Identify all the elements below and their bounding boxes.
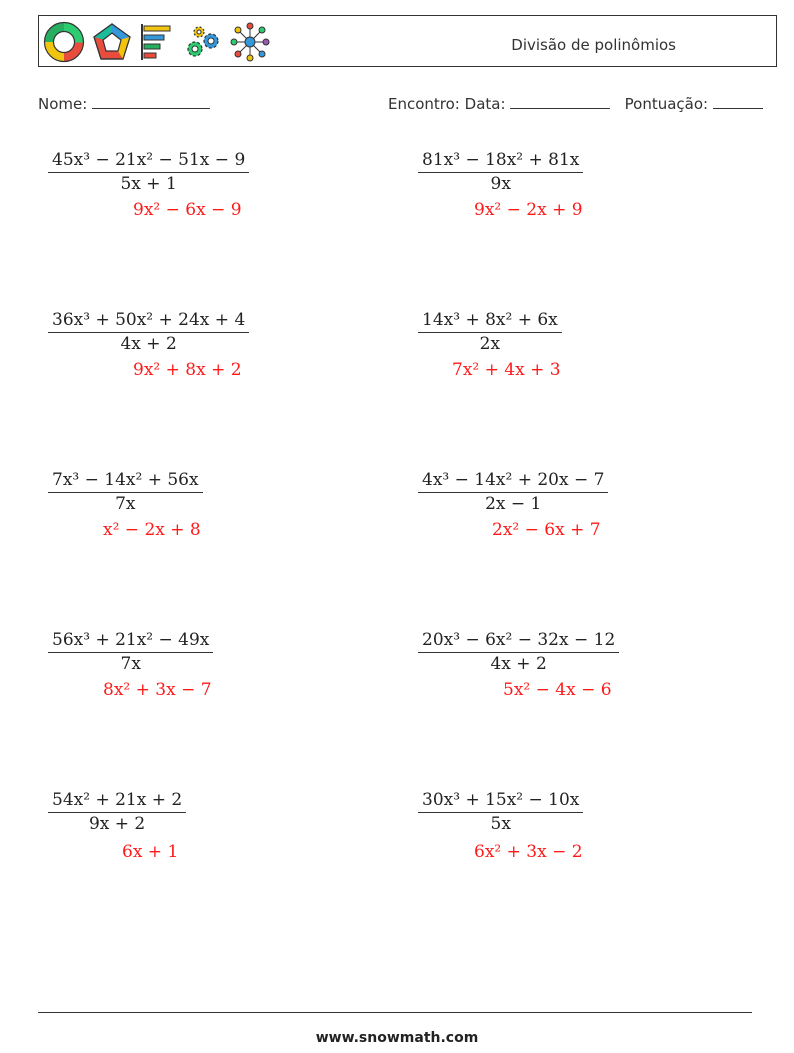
answer: 6x² + 3x − 2	[474, 842, 583, 862]
meeting-label: Encontro:	[388, 95, 460, 113]
denominator: 7x	[115, 494, 136, 514]
answer: 8x² + 3x − 7	[103, 680, 212, 700]
footer-url: www.snowmath.com	[315, 1030, 479, 1046]
fraction	[418, 470, 608, 514]
bar-chart-icon	[139, 21, 175, 63]
numerator: 54x² + 21x + 2	[48, 790, 186, 813]
problem-4	[418, 310, 562, 354]
meeting-field	[388, 94, 763, 113]
denominator: 2x	[479, 334, 501, 354]
score-label: Pontuação:	[624, 95, 709, 113]
name-blank	[92, 94, 210, 109]
fraction	[418, 150, 583, 194]
pentagon-chart-icon	[91, 21, 133, 63]
answer: x² − 2x + 8	[103, 520, 201, 540]
problem-10	[418, 790, 583, 834]
numerator: 30x³ + 15x² − 10x	[418, 790, 583, 813]
numerator: 36x³ + 50x² + 24x + 4	[48, 310, 249, 333]
fraction	[418, 310, 562, 354]
numerator: 81x³ − 18x² + 81x	[418, 150, 583, 173]
denominator: 7x	[120, 654, 141, 674]
denominator: 9x	[490, 174, 511, 194]
page-title: Divisão de polinômios	[511, 36, 676, 54]
denominator: 5x	[490, 814, 511, 834]
problem-5	[48, 470, 203, 514]
name-label: Nome:	[38, 95, 88, 113]
numerator: 20x³ − 6x² − 32x − 12	[418, 630, 619, 653]
donut-chart-icon	[43, 21, 85, 63]
score-blank	[713, 94, 763, 109]
answer: 2x² − 6x + 7	[492, 520, 601, 540]
footer-divider	[38, 1012, 752, 1013]
answer: 7x² + 4x + 3	[452, 360, 561, 380]
numerator: 7x³ − 14x² + 56x	[48, 470, 203, 493]
date-blank	[510, 94, 610, 109]
answer: 9x² + 8x + 2	[133, 360, 242, 380]
denominator: 2x − 1	[485, 494, 542, 514]
denominator: 4x + 2	[490, 654, 547, 674]
numerator: 45x³ − 21x² − 51x − 9	[48, 150, 249, 173]
denominator: 4x + 2	[120, 334, 177, 354]
fraction	[48, 470, 203, 514]
problem-1	[48, 150, 249, 194]
problem-3	[48, 310, 249, 354]
answer: 6x + 1	[122, 842, 179, 862]
logo-strip	[43, 21, 271, 63]
numerator: 4x³ − 14x² + 20x − 7	[418, 470, 608, 493]
date-label: Data:	[464, 95, 506, 113]
fraction	[418, 630, 619, 674]
answer: 9x² − 2x + 9	[474, 200, 583, 220]
fraction	[48, 150, 249, 194]
fraction	[48, 310, 249, 354]
answer: 5x² − 4x − 6	[503, 680, 612, 700]
problem-8	[418, 630, 619, 674]
problem-6	[418, 470, 608, 514]
denominator: 5x + 1	[120, 174, 177, 194]
answer: 9x² − 6x − 9	[133, 200, 242, 220]
problem-2	[418, 150, 583, 194]
fraction	[48, 630, 213, 674]
network-icon	[229, 21, 271, 63]
gears-icon	[181, 21, 223, 63]
fraction	[48, 790, 186, 834]
denominator: 9x + 2	[88, 814, 146, 834]
numerator: 14x³ + 8x² + 6x	[418, 310, 562, 333]
numerator: 56x³ + 21x² − 49x	[48, 630, 213, 653]
problem-9	[48, 790, 186, 834]
problem-7	[48, 630, 213, 674]
name-field	[38, 94, 210, 113]
header-box	[38, 15, 777, 67]
fraction	[418, 790, 583, 834]
